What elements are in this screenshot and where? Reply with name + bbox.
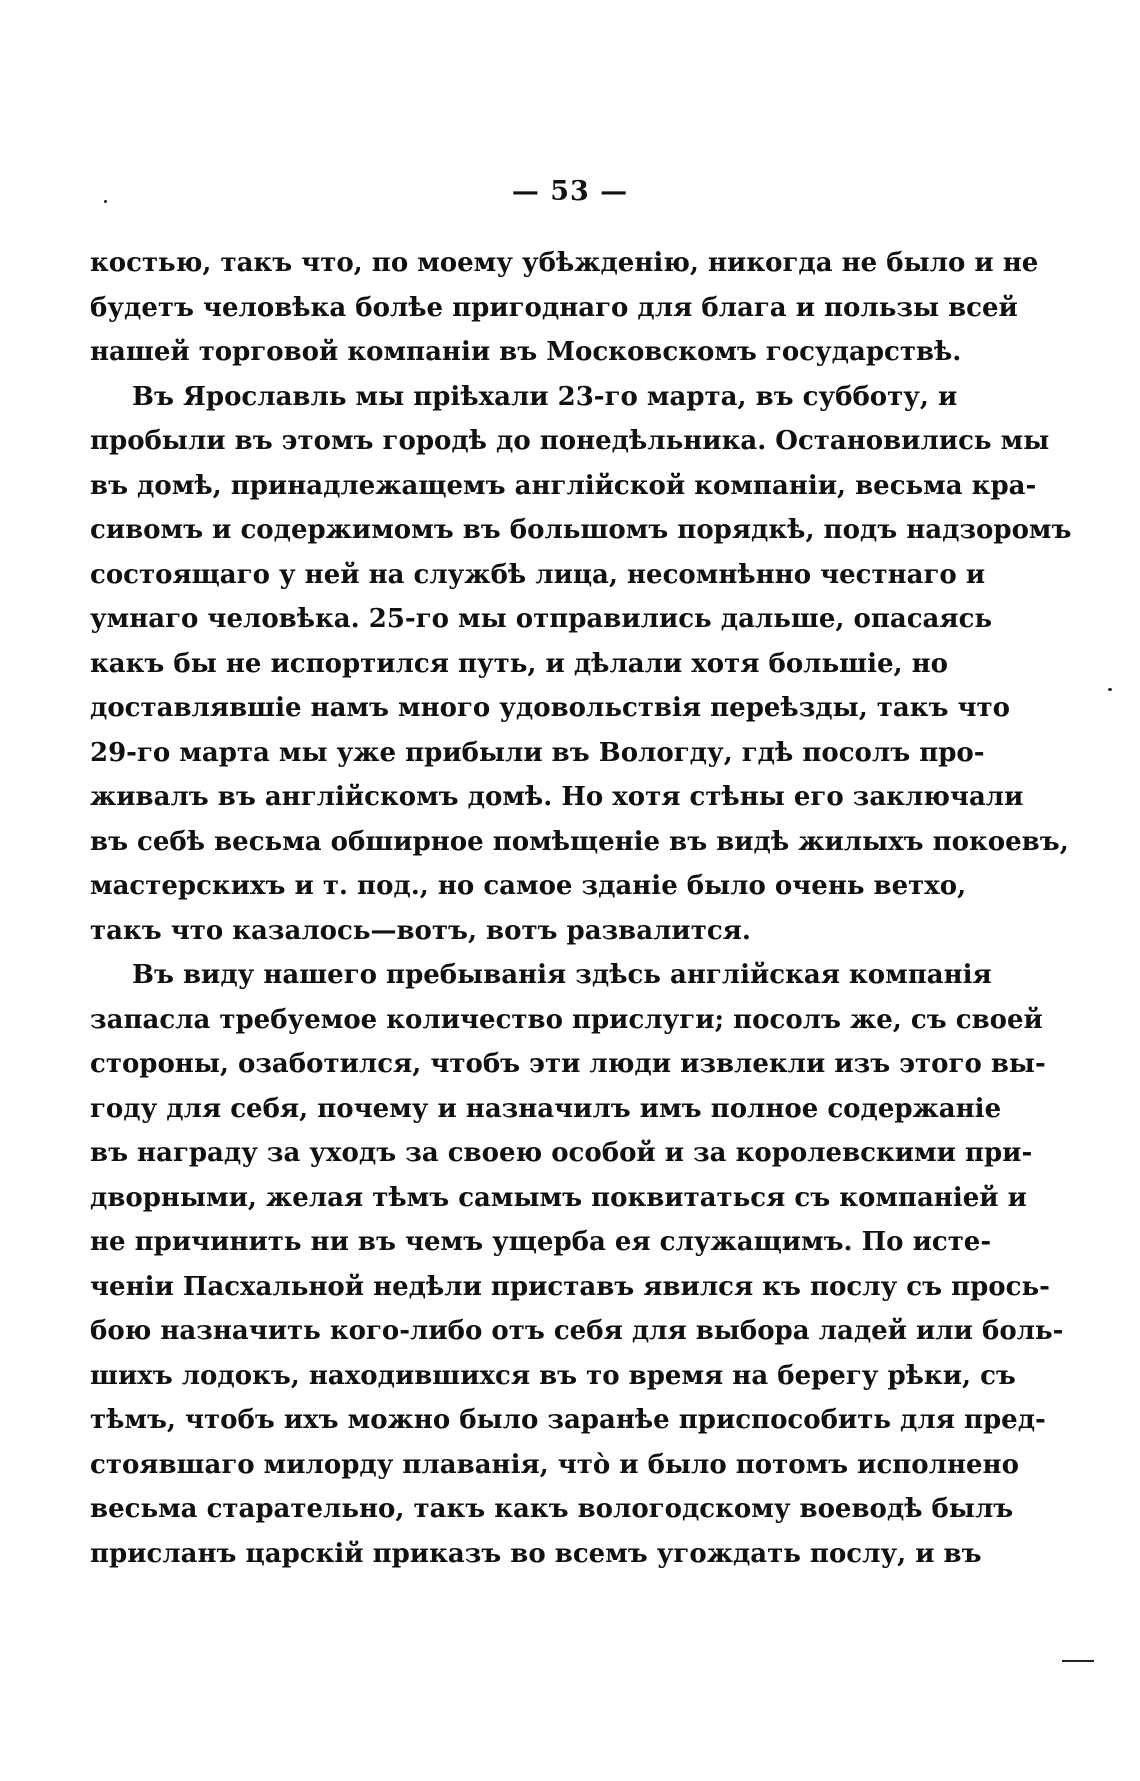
text-line: въ домѣ, принадлежащемъ англійской компаніи, весьма кра- [90,470,1037,501]
paragraph-3 [90,953,1064,1576]
text-line: доставлявшіе намъ много удовольствія переѣзды, такъ что [90,693,1011,723]
text-line: стороны, озаботился, чтобъ эти люди извлекли изъ этого вы- [90,1049,1046,1079]
scan-speck [1108,688,1112,691]
text-line: мастерскихъ и т. под., но самое зданіе было очень ветхо, [90,871,967,901]
text-line: какъ бы не испортился путь, и дѣлали хотя большіе, но [90,648,948,679]
text-line: нашей торговой компаніи въ Московскомъ государствѣ. [90,337,962,367]
scan-speck [104,200,107,203]
text-line: пробыли въ этомъ городѣ до понедѣльника. Остановились мы [90,426,1050,456]
text-line: Въ Ярославль мы пріѣхали 23-го марта, въ субботу, и [132,381,958,412]
text-line: тѣмъ, чтобъ ихъ можно было заранѣе приспособить для пред- [90,1405,1046,1435]
text-line: дворными, желая тѣмъ самымъ поквитаться съ компаніей и [90,1182,1027,1213]
text-line: въ награду за уходъ за своею особой и за королевскими при- [90,1138,1033,1168]
text-line: бою назначить кого-либо отъ себя для выбора ладей или боль- [90,1316,1064,1346]
text-line: живалъ въ англійскомъ домѣ. Но хотя стѣны его заключали [90,782,1024,812]
text-line: не причинить ни въ чемъ ущерба ея служащимъ. По исте- [90,1227,992,1257]
body-text [90,241,1072,1576]
text-line: ченіи Пасхальной недѣли приставъ явился къ послу съ прось- [90,1271,1050,1302]
text-line: году для себя, почему и назначилъ имъ полное содержаніе [90,1093,1002,1124]
text-line: запасла требуемое количество прислуги; посолъ же, съ своей [90,1004,1043,1035]
text-line: весьма старательно, такъ какъ вологодскому воеводѣ былъ [90,1494,1014,1524]
text-line: будетъ человѣка болѣе пригоднаго для блага и пользы всей [90,292,1018,323]
paragraph-2 [90,375,1072,954]
text-line: такъ что казалось—вотъ, вотъ развалится. [90,915,751,946]
scan-dash-mark [1062,1660,1094,1662]
paragraph-1 [90,241,1039,375]
page-number: — 53 — [511,176,629,207]
text-line: умнаго человѣка. 25-го мы отправились дальше, опасаясь [90,604,993,634]
text-line: шихъ лодокъ, находившихся въ то время на берегу рѣки, съ [90,1360,1016,1391]
text-line: Въ виду нашего пребыванія здѣсь англійская компанія [132,960,992,990]
text-line: 29-го марта мы уже прибыли въ Вологду, гдѣ посолъ про- [90,737,985,768]
text-line: состоящаго у ней на службѣ лица, несомнѣнно честнаго и [90,559,986,590]
text-line: присланъ царскій приказъ во всемъ угождать послу, и въ [90,1538,982,1569]
text-line: въ себѣ весьма обширное помѣщеніе въ видѣ жилыхъ покоевъ, [90,826,1069,857]
text-line: костью, такъ что, по моему убѣжденію, никогда не было и не [90,248,1039,278]
text-line: сивомъ и содержимомъ въ большомъ порядкѣ, подъ надзоромъ [90,515,1072,545]
text-line: стоявшаго милорду плаванія, чтò и было потомъ исполнено [90,1449,1019,1480]
